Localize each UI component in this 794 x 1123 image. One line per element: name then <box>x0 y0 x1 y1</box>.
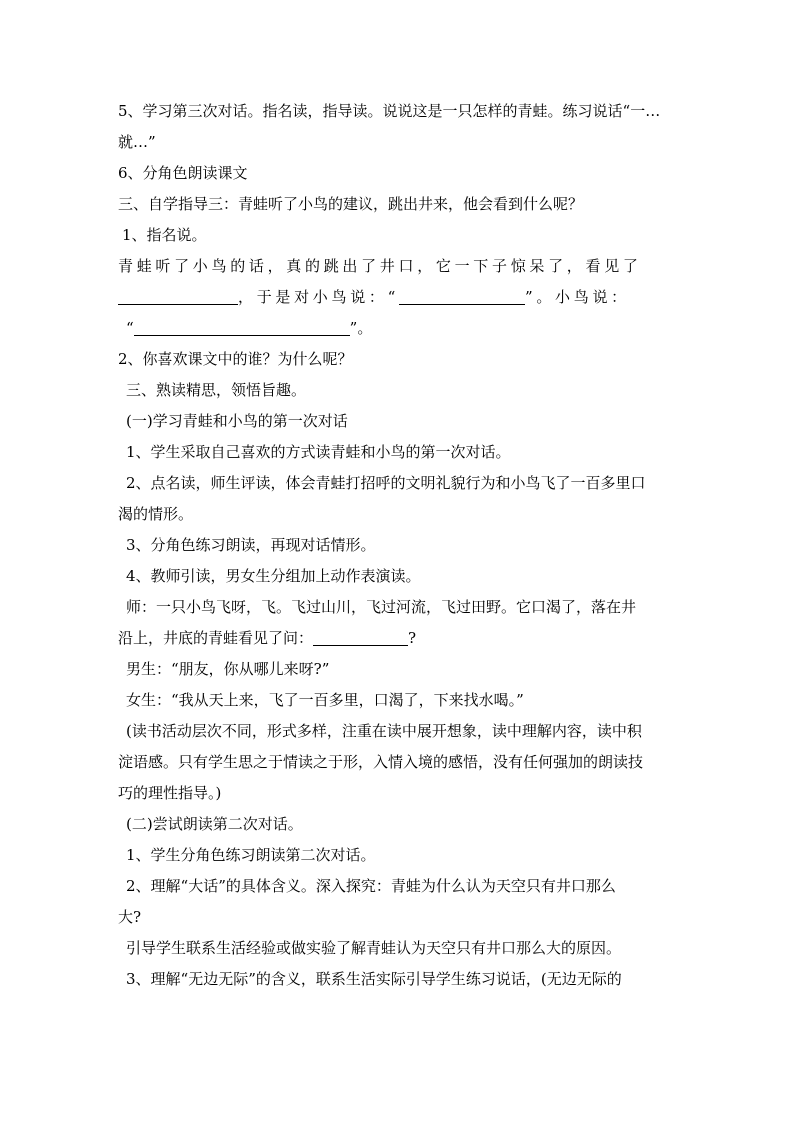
text-line: (读书活动层次不同，形式多样，注重在读中展开想象，读中理解内容，读中积 <box>126 722 642 740</box>
text-fragment: ”。小鸟说： <box>524 288 630 306</box>
answer-blank[interactable] <box>399 286 525 305</box>
text-line: 大? <box>118 908 142 926</box>
answer-blank[interactable] <box>134 317 350 336</box>
document-page <box>118 96 678 995</box>
fill-in-line <box>118 623 678 654</box>
fill-in-line <box>118 282 678 313</box>
text-fragment: “ <box>126 319 134 337</box>
text-line: 就…” <box>118 133 156 151</box>
text-line: 3、理解“无边无际”的含义，联系生活实际引导学生练习说话，(无边无际的 <box>126 970 622 988</box>
subsection-heading: (二)尝试朗读第二次对话。 <box>126 815 303 833</box>
text-line: 1、指名说。 <box>122 226 207 244</box>
fill-in-line <box>118 313 678 344</box>
section-heading: 三、自学指导三：青蛙听了小鸟的建议，跳出井来，他会看到什么呢？ <box>118 195 584 213</box>
text-line: 6、分角色朗读课文 <box>118 164 248 182</box>
text-line: 女生：“我从天上来，飞了一百多里，口渴了，下来找水喝。” <box>126 691 524 709</box>
text-line: 2、你喜欢课文中的谁？为什么呢？ <box>118 350 353 368</box>
text-line: 4、教师引读，男女生分组加上动作表演读。 <box>126 567 421 585</box>
section-heading: 三、熟读精思，领悟旨趣。 <box>126 381 307 399</box>
text-line: 2、点名读，师生评读，体会青蛙打招呼的文明礼貌行为和小鸟飞了一百多里口 <box>126 474 646 492</box>
text-fragment: ”。 <box>349 319 373 337</box>
text-fragment: 沿上，井底的青蛙看见了问： <box>118 629 314 647</box>
text-line: 淀语感。只有学生思之于情读之于形，入情入境的感悟，没有任何强加的朗读技 <box>118 753 644 771</box>
answer-blank[interactable] <box>118 286 238 305</box>
text-line: 巧的理性指导。) <box>118 784 222 802</box>
answer-blank[interactable] <box>313 627 408 646</box>
text-line: 3、分角色练习朗读，再现对话情形。 <box>126 536 376 554</box>
text-fragment: ，于是对小鸟说：“ <box>238 288 399 306</box>
text-line: 青蛙听了小鸟的话，真的跳出了井口，它一下子惊呆了，看见了 <box>118 257 642 275</box>
text-fragment: ? <box>408 629 417 647</box>
text-line: 渴的情形。 <box>118 505 194 523</box>
text-line: 男生：“朋友，你从哪儿来呀?” <box>126 660 330 678</box>
text-line: 1、学生分角色练习朗读第二次对话。 <box>126 846 376 864</box>
text-line: 2、理解“大话”的具体含义。深入探究：青蛙为什么认为天空只有井口那么 <box>126 877 616 895</box>
text-line: 5、学习第三次对话。指名读，指导读。说说这是一只怎样的青蛙。练习说话“一… <box>118 102 661 120</box>
text-line: 1、学生采取自己喜欢的方式读青蛙和小鸟的第一次对话。 <box>126 443 511 461</box>
text-line: 引导学生联系生活经验或做实验了解青蛙认为天空只有井口那么大的原因。 <box>126 939 622 957</box>
text-line: 师：一只小鸟飞呀，飞。飞过山川，飞过河流，飞过田野。它口渴了，落在井 <box>126 598 637 616</box>
subsection-heading: (一)学习青蛙和小鸟的第一次对话 <box>126 412 348 430</box>
